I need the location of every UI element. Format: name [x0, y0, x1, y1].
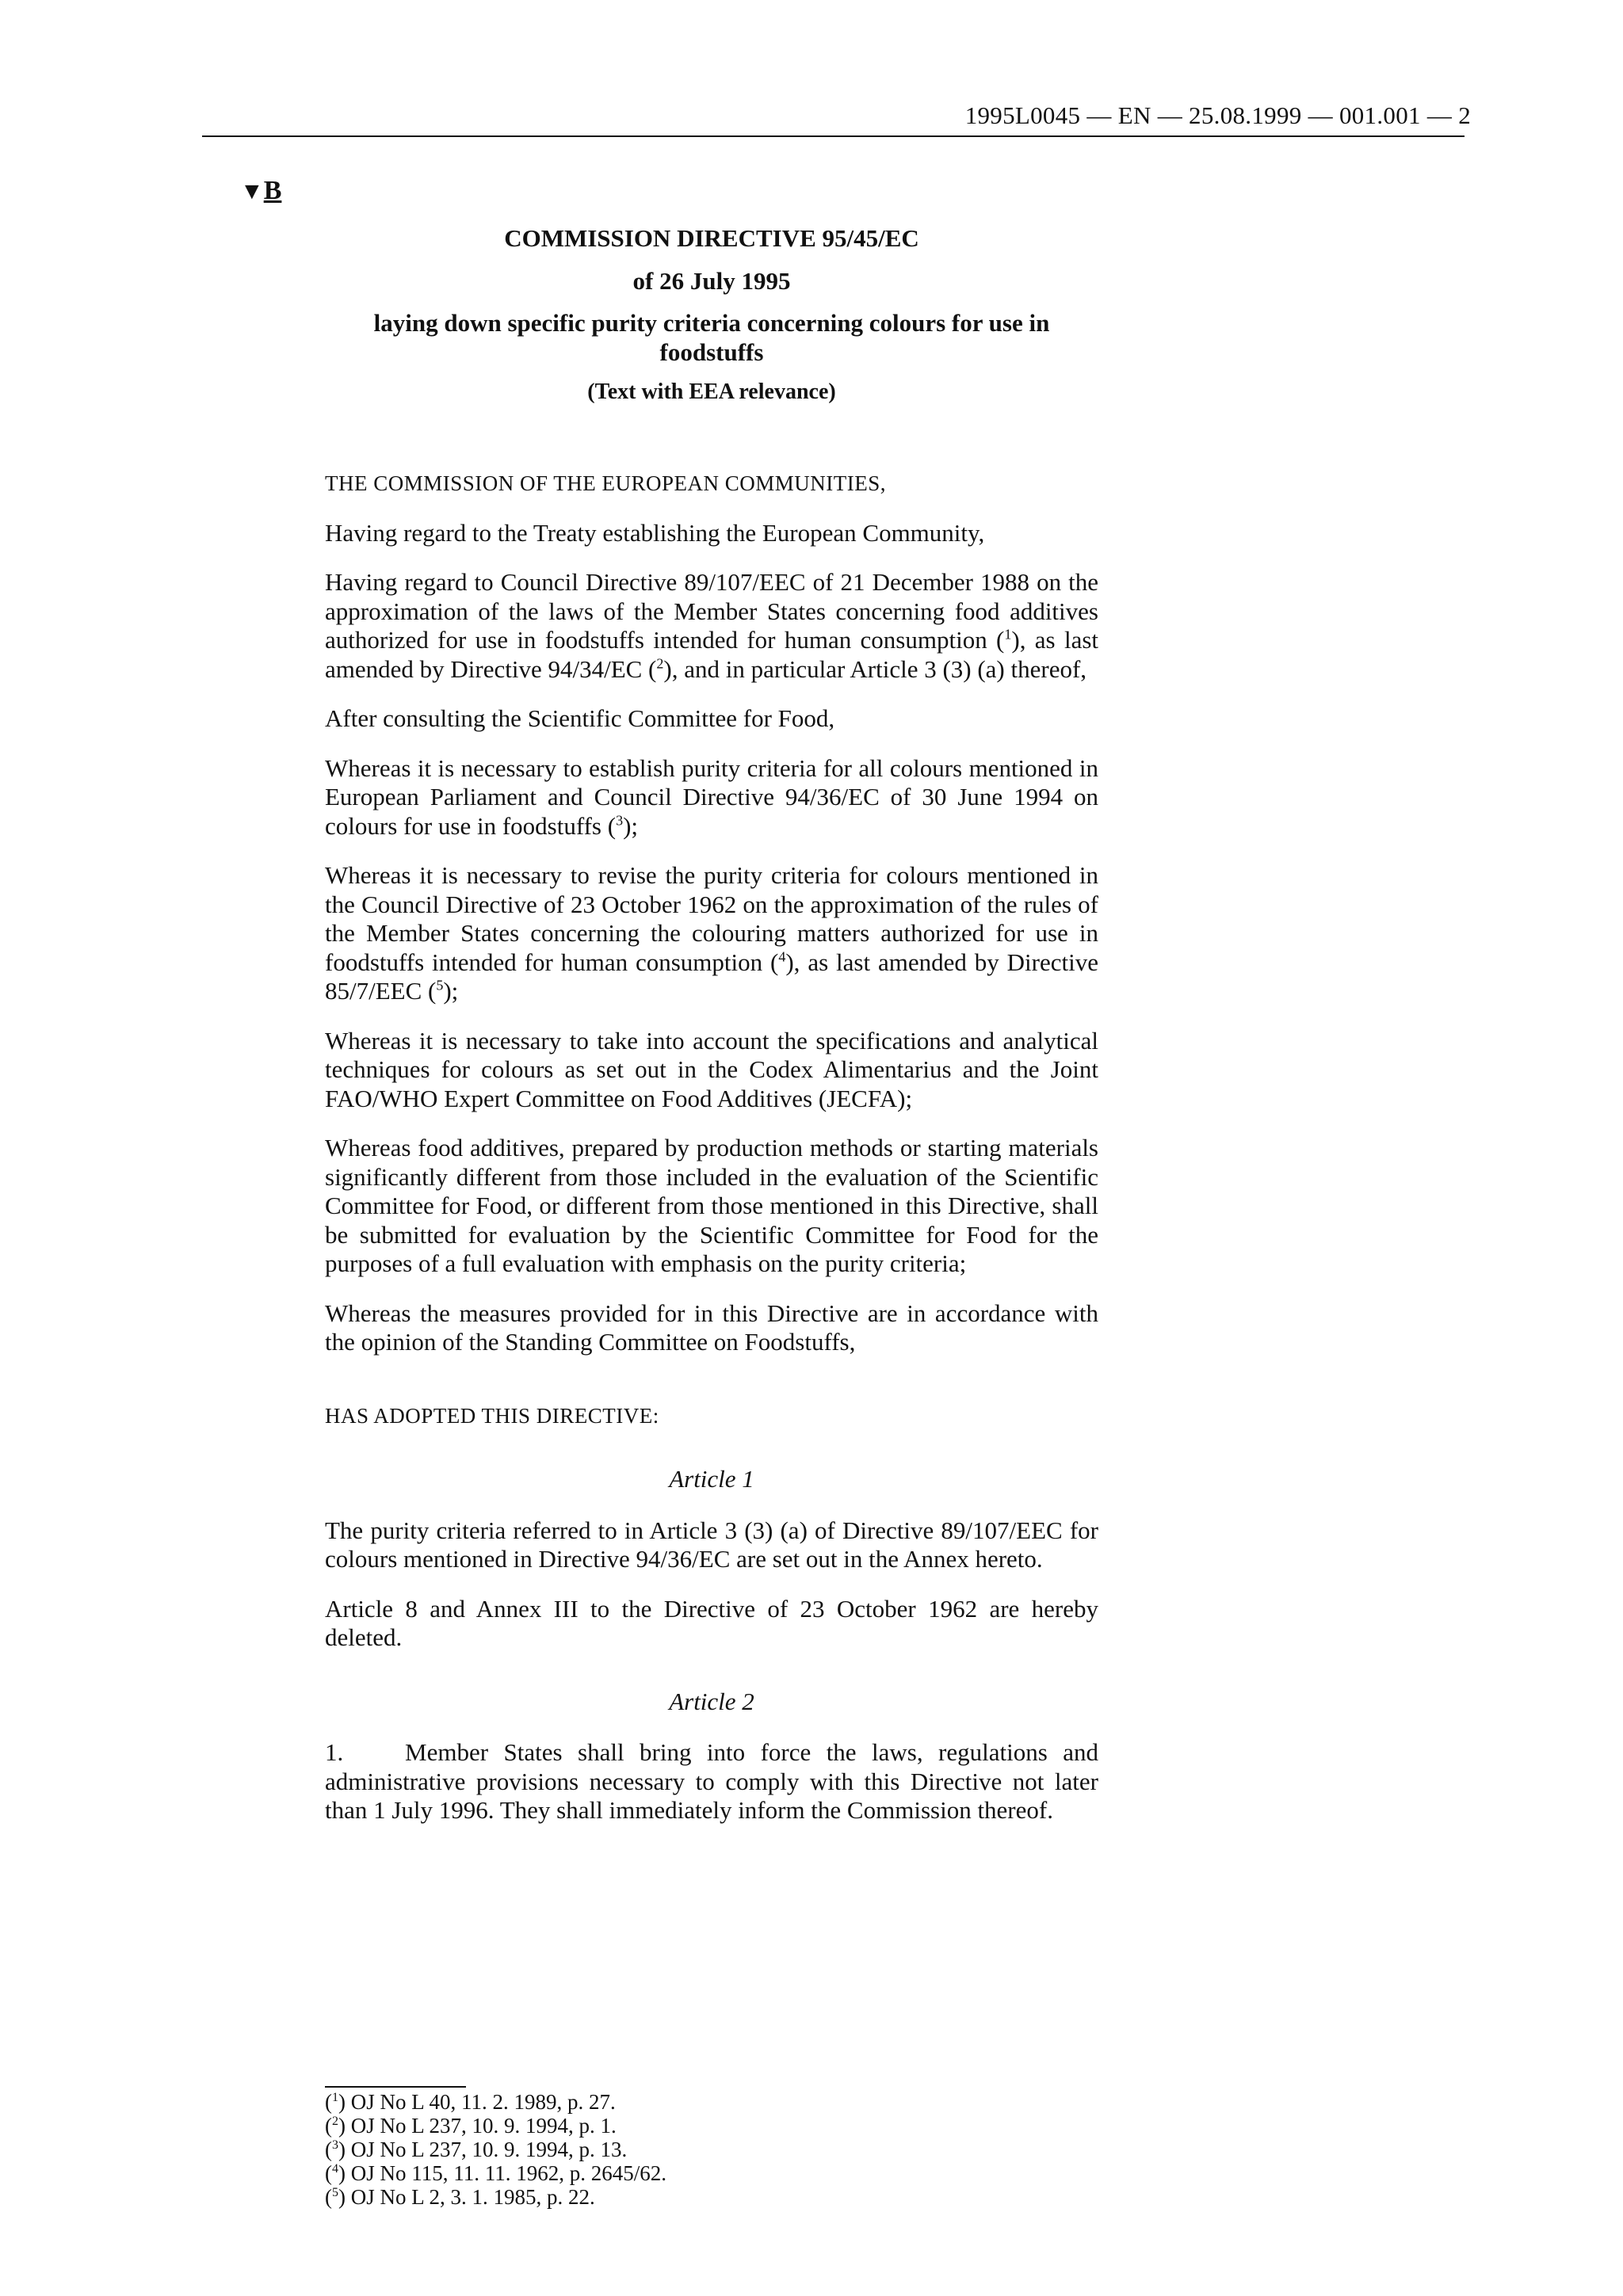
directive-body	[325, 469, 1098, 1846]
recital-whereas-3: Whereas it is necessary to take into account the specifications and analytical techniques for colours as set out in the Codex Alimentarius and the Joint FAO/WHO Expert Committee on Food Additives (JECFA);	[325, 1026, 1098, 1112]
triangle-marker-icon: ▼	[240, 178, 264, 204]
footnote-ref-3[interactable]: 3	[616, 812, 624, 829]
document-reference: 1995L0045 — EN — 25.08.1999 — 001.001 — 2	[964, 101, 1471, 129]
article-1-heading: Article 1	[669, 1465, 754, 1493]
header-divider	[202, 135, 1465, 137]
eea-relevance-note: (Text with EEA relevance)	[587, 379, 836, 404]
directive-subject: laying down specific purity criteria concerning colours for use in foodstuffs	[373, 309, 1050, 366]
footnote-ref-2[interactable]: 2	[656, 655, 664, 672]
recital-whereas-5: Whereas the measures provided for in this Directive are in accordance with the opinion of the Standing Committee on Foodstuffs,	[325, 1299, 1098, 1356]
article-2-paragraph-1: 1. Member States shall bring into force the laws, regulations and administrative provisions necessary to comply with this Directive not later than 1 July 1996. They shall immediately inform the Commission thereof.	[325, 1738, 1098, 1824]
article-1-paragraph-1: The purity criteria referred to in Article 3 (3) (a) of Directive 89/107/EEC for colours mentioned in Directive 94/36/EC are set out in the Annex hereto.	[325, 1516, 1098, 1573]
footnote-ref-5[interactable]: 5	[436, 977, 444, 994]
footnote-ref-4[interactable]: 4	[778, 948, 786, 965]
recital-council-directive: Having regard to Council Directive 89/107/EEC of 21 December 1988 on the approximation of the laws of the Member States concerning food additives authorized for use in foodstuffs intended for human consumption ($^1$), as last amended by Directive 94/34/EC ($^2$), and in particular Article 3 (3) (a) thereof,	[325, 568, 1098, 683]
directive-title: COMMISSION DIRECTIVE 95/45/EC	[504, 224, 919, 252]
footnote-item: ($^1$) OJ No L 40, 11. 2. 1989, p. 27.	[325, 2090, 616, 2114]
footnote-item: ($^4$) OJ No 115, 11. 11. 1962, p. 2645/62.	[325, 2161, 666, 2185]
directive-date: of 26 July 1995	[632, 266, 791, 295]
footnote-item: ($^5$) OJ No L 2, 3. 1. 1985, p. 22.	[325, 2185, 595, 2209]
footnote-ref-1[interactable]: 1	[1004, 626, 1012, 643]
commission-heading: THE COMMISSION OF THE EUROPEAN COMMUNITIES,	[325, 471, 887, 495]
article-1-paragraph-2: Article 8 and Annex III to the Directive of 23 October 1962 are hereby deleted.	[325, 1594, 1098, 1651]
footnotes	[325, 2090, 1098, 2209]
recital-whereas-1: Whereas it is necessary to establish purity criteria for all colours mentioned in European Parliament and Council Directive 94/36/EC of 30 June 1994 on colours for use in foodstuffs ($^3$);	[325, 753, 1098, 840]
footnote-divider	[325, 2086, 466, 2088]
consolidation-marker	[240, 176, 281, 206]
adopted-heading: HAS ADOPTED THIS DIRECTIVE:	[325, 1403, 659, 1428]
marker-letter: B	[263, 176, 282, 205]
title-block	[325, 224, 1098, 407]
recital-whereas-4: Whereas food additives, prepared by production methods or starting materials significantly different from those included in the evaluation of the Scientific Committee for Food, or different from those mentioned in this Directive, shall be submitted for evaluation by the Scientific Committee for Food for the purposes of a full evaluation with emphasis on the purity criteria;	[325, 1134, 1098, 1277]
footnote-item: ($^3$) OJ No L 237, 10. 9. 1994, p. 13.	[325, 2138, 628, 2161]
recital-whereas-2: Whereas it is necessary to revise the purity criteria for colours mentioned in the Council Directive of 23 October 1962 on the approximation of the rules of the Member States concerning the colouring matters authorized for use in foodstuffs intended for human consumption ($^4$), as last amended by Directive 85/7/EEC ($^5$);	[325, 861, 1098, 1005]
recital-consulting: After consulting the Scientific Committee for Food,	[325, 704, 835, 732]
recital-treaty: Having regard to the Treaty establishing the European Community,	[325, 518, 985, 547]
footnote-item: ($^2$) OJ No L 237, 10. 9. 1994, p. 1.	[325, 2114, 617, 2138]
article-2-heading: Article 2	[669, 1687, 754, 1715]
